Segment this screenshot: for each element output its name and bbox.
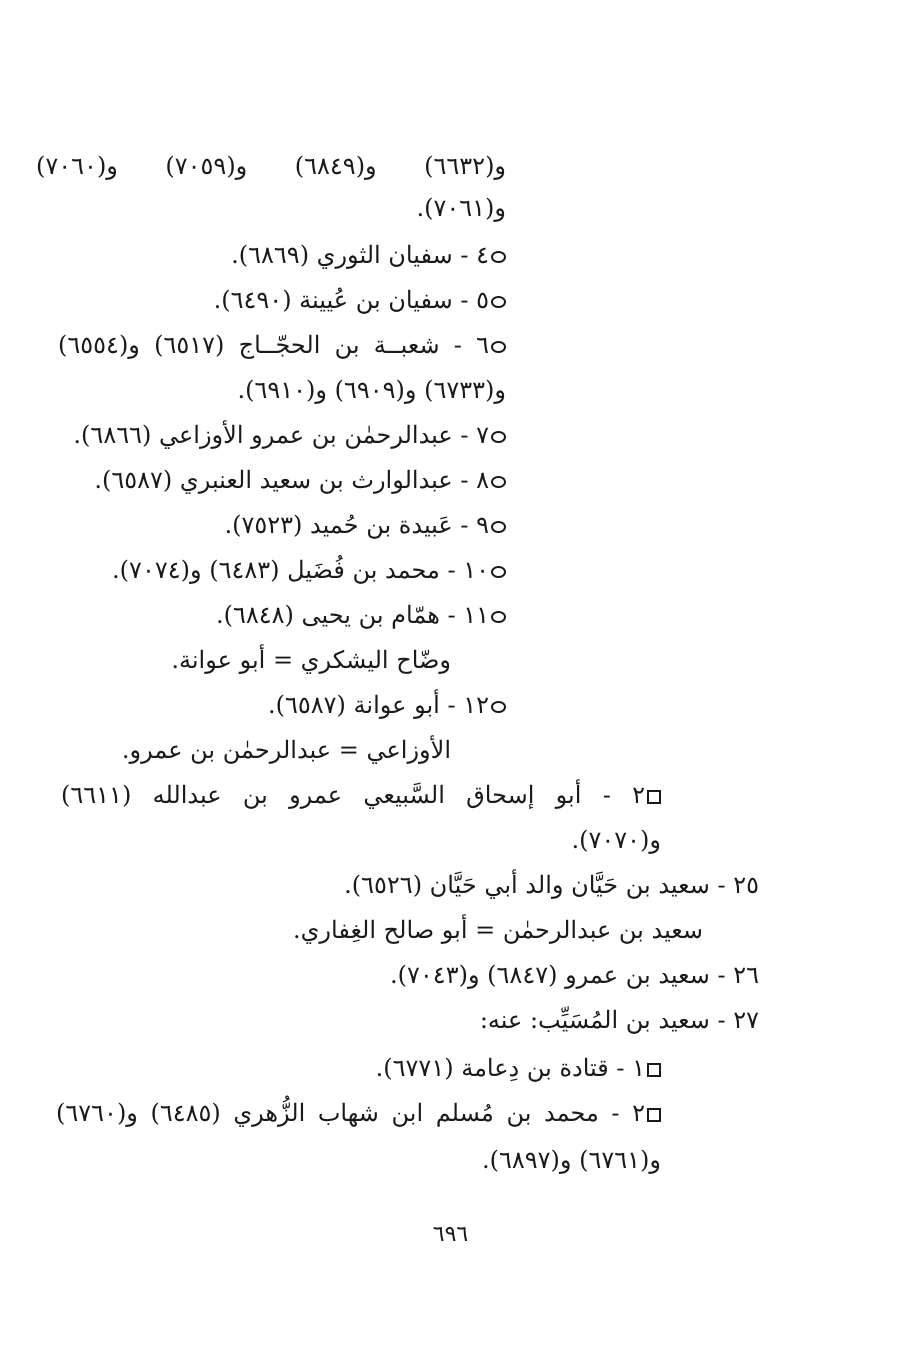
text-line	[94, 460, 506, 500]
text: ٨ - عبدالوارث بن سعيد العنبري (٦٥٨٧).	[94, 466, 489, 494]
square-marker-icon	[647, 1063, 661, 1077]
circle-marker-icon	[491, 701, 506, 713]
text-line	[293, 910, 703, 950]
text-line	[237, 370, 506, 410]
circle-marker-icon	[491, 476, 506, 488]
text-line	[171, 640, 451, 680]
text-line	[122, 730, 451, 770]
text: سعيد بن عبدالرحمٰن = أبو صالح الغِفاري.	[293, 916, 703, 944]
text-line	[231, 235, 506, 275]
text: ١٢ - أبو عوانة (٦٥٨٧).	[267, 691, 489, 719]
text-line	[214, 280, 506, 320]
text: ٧ - عبدالرحمٰن بن عمرو الأوزاعي (٦٨٦٦).	[73, 421, 489, 449]
page-number: ٦٩٦	[432, 1222, 469, 1247]
text-line	[216, 595, 506, 635]
circle-marker-icon	[491, 341, 506, 353]
text: ٢٦ - سعيد بن عمرو (٦٨٤٧) و(٧٠٤٣).	[390, 961, 759, 989]
text: ١ - قتادة بن دِعامة (٦٧٧١).	[375, 1054, 645, 1082]
text-line	[36, 146, 506, 186]
text-line	[416, 188, 506, 228]
circle-marker-icon	[491, 521, 506, 533]
text-line	[571, 820, 661, 860]
circle-marker-icon	[491, 296, 506, 308]
text-line	[224, 505, 506, 545]
text-line	[376, 1048, 661, 1088]
text-line	[58, 325, 506, 365]
text: و(٧٠٦١).	[416, 194, 506, 222]
text-line	[480, 1000, 759, 1040]
text-line	[112, 550, 506, 590]
text: ١٠ - محمد بن فُضَيل (٦٤٨٣) و(٧٠٧٤).	[112, 556, 489, 584]
text-line	[56, 1093, 661, 1133]
text-line	[61, 775, 661, 815]
text: و(٧٠٧٠).	[571, 826, 661, 854]
circle-marker-icon	[491, 431, 506, 443]
text: و(٦٧٣٣) و(٦٩٠٩) و(٦٩١٠).	[237, 376, 506, 404]
text: وضّاح اليشكري = أبو عوانة.	[171, 646, 451, 674]
text: ٢٧ - سعيد بن المُسَيِّب: عنه:	[479, 1006, 759, 1034]
square-marker-icon	[647, 1108, 661, 1122]
text-line	[482, 1140, 661, 1180]
text: و(٦٦٣٢) و(٦٨٤٩) و(٧٠٥٩) و(٧٠٦٠)	[36, 152, 507, 180]
text: و(٦٧٦١) و(٦٨٩٧).	[481, 1146, 661, 1174]
circle-marker-icon	[491, 611, 506, 623]
text-line	[390, 955, 759, 995]
circle-marker-icon	[491, 566, 506, 578]
circle-marker-icon	[491, 251, 506, 263]
text: الأوزاعي = عبدالرحمٰن بن عمرو.	[121, 736, 451, 764]
text: ٢ - محمد بن مُسلم ابن شهاب الزُّهري (٦٤٨٥) و(٦٧٦٠)	[56, 1099, 645, 1127]
text: ٥ - سفيان بن عُيينة (٦٤٩٠).	[213, 286, 489, 314]
square-marker-icon	[647, 790, 661, 804]
text-line	[268, 685, 506, 725]
text: ٢ - أبو إسحاق السَّبيعي عمرو بن عبدالله (٦٦١١)	[61, 781, 645, 809]
text: ٦ - شعبــة بن الحجّــاج (٦٥١٧) و(٦٥٥٤)	[58, 331, 489, 359]
text: ١١ - همّام بن يحيى (٦٨٤٨).	[215, 601, 489, 629]
text: ٤ - سفيان الثوري (٦٨٦٩).	[231, 241, 489, 269]
text: ٢٥ - سعيد بن حَيَّان والد أبي حَيَّان (٦٥٢٦).	[344, 871, 759, 899]
text-line	[344, 865, 759, 905]
text-line	[73, 415, 506, 455]
text: ٩ - عَبيدة بن حُميد (٧٥٢٣).	[224, 511, 489, 539]
